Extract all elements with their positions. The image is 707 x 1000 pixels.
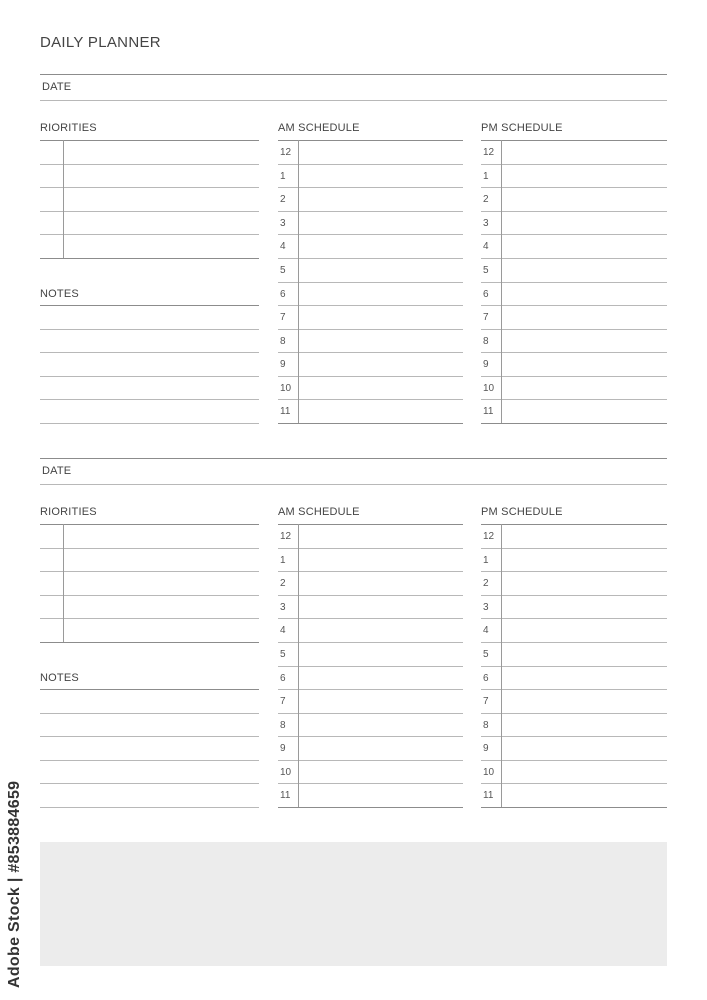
pm-schedule-top-rule <box>481 140 667 141</box>
am-schedule-row[interactable] <box>278 187 463 188</box>
am-schedule-row[interactable] <box>278 211 463 212</box>
am-hour-label: 9 <box>280 359 286 371</box>
am-schedule-row[interactable] <box>278 329 463 330</box>
pm-hour-label: 3 <box>483 217 489 229</box>
pm-hour-label: 10 <box>483 382 495 394</box>
pm-hour-label: 4 <box>483 625 489 637</box>
blank-notes-box <box>40 842 667 966</box>
notes-line[interactable] <box>40 376 259 377</box>
priority-row[interactable] <box>40 234 259 235</box>
priority-check-divider <box>63 140 64 258</box>
pm-hour-label: 9 <box>483 743 489 755</box>
pm-hour-label: 2 <box>483 194 489 206</box>
am-hour-label: 1 <box>280 554 286 566</box>
am-hour-label: 9 <box>280 743 286 755</box>
am-hour-label: 3 <box>280 601 286 613</box>
date-top-rule <box>40 458 667 459</box>
am-schedule-row[interactable] <box>278 783 463 784</box>
pm-hour-label: 9 <box>483 359 489 371</box>
am-hour-label: 6 <box>280 672 286 684</box>
date-label: DATE <box>42 81 72 93</box>
notes-line[interactable] <box>40 736 259 737</box>
date-field[interactable] <box>40 100 667 101</box>
priority-row[interactable] <box>40 571 259 572</box>
am-schedule-row[interactable] <box>278 642 463 643</box>
am-schedule-row[interactable] <box>278 305 463 306</box>
notes-label: NOTES <box>40 672 79 684</box>
pm-hour-label: 10 <box>483 766 495 778</box>
am-hour-label: 7 <box>280 312 286 324</box>
pm-schedule-row[interactable] <box>481 305 667 306</box>
pm-schedule-row[interactable] <box>481 352 667 353</box>
date-field[interactable] <box>40 484 667 485</box>
priorities-label: RIORITIES <box>40 506 97 518</box>
pm-schedule-row[interactable] <box>481 282 667 283</box>
am-hour-label: 12 <box>280 531 292 542</box>
priority-row[interactable] <box>40 595 259 596</box>
pm-schedule-row[interactable] <box>481 689 667 690</box>
am-hour-label: 3 <box>280 217 286 229</box>
pm-hour-label: 1 <box>483 554 489 566</box>
am-schedule-row[interactable] <box>278 164 463 165</box>
am-schedule-row[interactable] <box>278 595 463 596</box>
am-schedule-row[interactable] <box>278 376 463 377</box>
priority-row[interactable] <box>40 211 259 212</box>
pm-schedule-row[interactable] <box>481 736 667 737</box>
pm-schedule-row[interactable] <box>481 595 667 596</box>
notes-label: NOTES <box>40 288 79 300</box>
priority-row[interactable] <box>40 548 259 549</box>
pm-hour-label: 7 <box>483 696 489 708</box>
watermark-text: Adobe Stock | #853884659 <box>6 780 23 988</box>
pm-schedule-row[interactable] <box>481 571 667 572</box>
am-hour-label: 8 <box>280 719 286 731</box>
am-schedule-row[interactable] <box>278 548 463 549</box>
priority-row[interactable] <box>40 187 259 188</box>
priority-row[interactable] <box>40 258 259 259</box>
am-schedule-top-rule <box>278 140 463 141</box>
pm-schedule-row[interactable] <box>481 234 667 235</box>
pm-schedule-row[interactable] <box>481 807 667 808</box>
am-hour-label: 8 <box>280 335 286 347</box>
am-hour-label: 4 <box>280 241 286 253</box>
pm-hour-label: 5 <box>483 264 489 276</box>
pm-hour-label: 12 <box>483 147 495 158</box>
pm-hour-label: 5 <box>483 648 489 660</box>
pm-schedule-row[interactable] <box>481 211 667 212</box>
priority-check-divider <box>63 524 64 642</box>
am-schedule-row[interactable] <box>278 689 463 690</box>
date-top-rule <box>40 74 667 75</box>
am-schedule-label: AM SCHEDULE <box>278 506 360 518</box>
notes-line[interactable] <box>40 807 259 808</box>
am-schedule-row[interactable] <box>278 352 463 353</box>
am-hour-label: 2 <box>280 578 286 590</box>
am-schedule-row[interactable] <box>278 571 463 572</box>
am-hour-label: 5 <box>280 648 286 660</box>
am-hour-label: 1 <box>280 170 286 182</box>
priorities-top-rule <box>40 524 259 525</box>
pm-hour-label: 8 <box>483 719 489 731</box>
pm-schedule-label: PM SCHEDULE <box>481 506 563 518</box>
pm-hour-label: 7 <box>483 312 489 324</box>
notes-top-rule <box>40 305 259 306</box>
pm-hour-label: 1 <box>483 170 489 182</box>
am-schedule-row[interactable] <box>278 807 463 808</box>
page-title: DAILY PLANNER <box>40 34 161 51</box>
pm-hour-label: 2 <box>483 578 489 590</box>
am-hour-label: 4 <box>280 625 286 637</box>
priority-row[interactable] <box>40 164 259 165</box>
am-hour-label: 5 <box>280 264 286 276</box>
pm-schedule-row[interactable] <box>481 187 667 188</box>
am-hour-label: 11 <box>280 790 291 802</box>
notes-line[interactable] <box>40 760 259 761</box>
am-schedule-top-rule <box>278 524 463 525</box>
pm-hour-label: 8 <box>483 335 489 347</box>
am-schedule-row[interactable] <box>278 736 463 737</box>
pm-hour-label: 12 <box>483 531 495 542</box>
priority-row[interactable] <box>40 642 259 643</box>
priority-row[interactable] <box>40 618 259 619</box>
am-schedule-row[interactable] <box>278 234 463 235</box>
pm-schedule-row[interactable] <box>481 783 667 784</box>
priorities-top-rule <box>40 140 259 141</box>
planner-section <box>0 384 707 802</box>
pm-schedule-row[interactable] <box>481 164 667 165</box>
planner-section <box>0 0 707 418</box>
pm-hour-label: 11 <box>483 406 494 418</box>
date-label: DATE <box>42 465 72 477</box>
am-schedule-row[interactable] <box>278 666 463 667</box>
am-hour-label: 7 <box>280 696 286 708</box>
pm-schedule-row[interactable] <box>481 642 667 643</box>
am-hour-label: 11 <box>280 406 291 418</box>
am-schedule-row[interactable] <box>278 760 463 761</box>
am-hour-label: 12 <box>280 147 292 158</box>
am-schedule-label: AM SCHEDULE <box>278 122 360 134</box>
pm-hour-label: 6 <box>483 288 489 300</box>
am-hour-label: 2 <box>280 194 286 206</box>
am-schedule-row[interactable] <box>278 713 463 714</box>
pm-schedule-row[interactable] <box>481 713 667 714</box>
am-hour-divider <box>298 140 299 423</box>
notes-line[interactable] <box>40 783 259 784</box>
am-schedule-row[interactable] <box>278 618 463 619</box>
pm-schedule-row[interactable] <box>481 376 667 377</box>
pm-hour-label: 3 <box>483 601 489 613</box>
pm-hour-label: 11 <box>483 790 494 802</box>
pm-hour-label: 6 <box>483 672 489 684</box>
am-hour-label: 10 <box>280 766 292 778</box>
priorities-label: RIORITIES <box>40 122 97 134</box>
notes-line[interactable] <box>40 352 259 353</box>
pm-schedule-top-rule <box>481 524 667 525</box>
am-hour-label: 10 <box>280 382 292 394</box>
pm-schedule-row[interactable] <box>481 548 667 549</box>
am-schedule-row[interactable] <box>278 282 463 283</box>
pm-schedule-row[interactable] <box>481 760 667 761</box>
pm-schedule-row[interactable] <box>481 666 667 667</box>
pm-hour-label: 4 <box>483 241 489 253</box>
pm-schedule-row[interactable] <box>481 618 667 619</box>
notes-top-rule <box>40 689 259 690</box>
pm-schedule-row[interactable] <box>481 258 667 259</box>
am-hour-divider <box>298 524 299 807</box>
pm-schedule-row[interactable] <box>481 329 667 330</box>
am-schedule-row[interactable] <box>278 258 463 259</box>
pm-hour-divider <box>501 140 502 423</box>
pm-schedule-label: PM SCHEDULE <box>481 122 563 134</box>
am-hour-label: 6 <box>280 288 286 300</box>
notes-line[interactable] <box>40 329 259 330</box>
pm-hour-divider <box>501 524 502 807</box>
notes-line[interactable] <box>40 713 259 714</box>
